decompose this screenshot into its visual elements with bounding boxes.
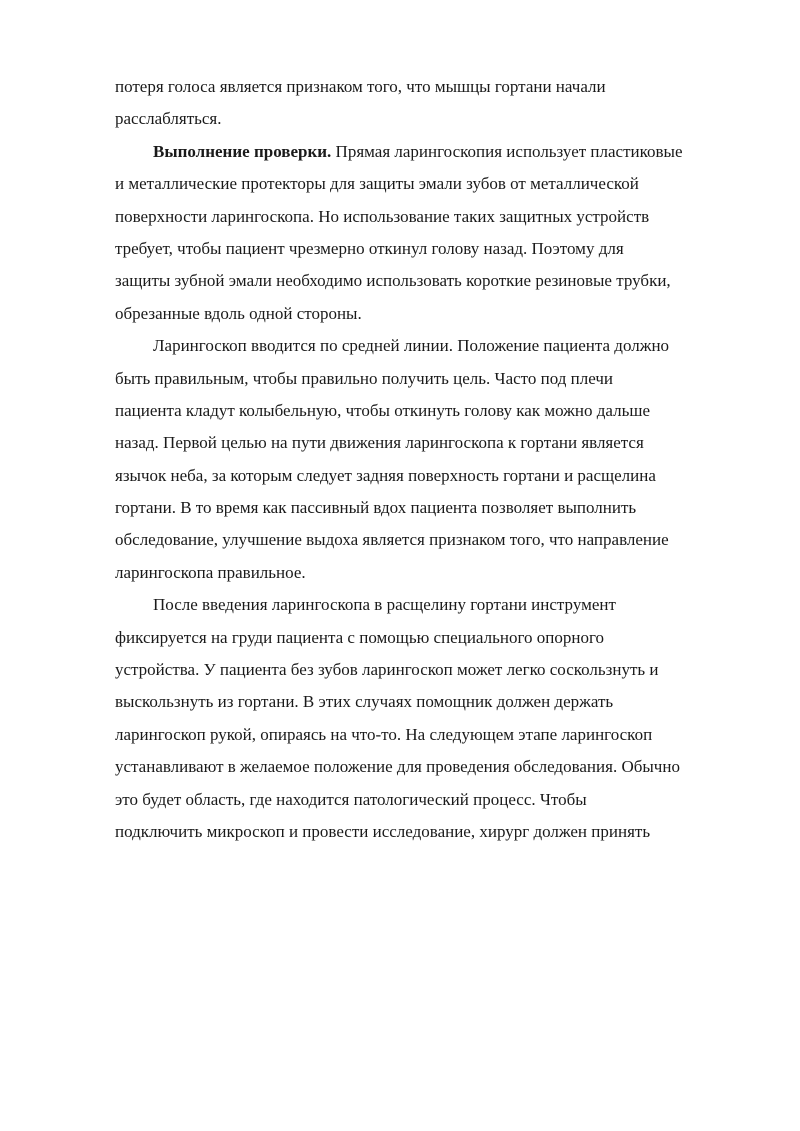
text-line: это будет область, где находится патологический процесс. Чтобы <box>115 789 587 809</box>
text-line: язычок неба, за которым следует задняя поверхность гортани и расщелина <box>115 465 656 485</box>
paragraph-3 <box>115 330 745 589</box>
text-line: требует, чтобы пациент чрезмерно откинул голову назад. Поэтому для <box>115 238 624 258</box>
text-line: пациента кладут колыбельную, чтобы откинуть голову как можно дальше <box>115 400 650 420</box>
text-line: устанавливают в желаемое положение для проведения обследования. Обычно <box>115 757 680 777</box>
text-line: и металлические протекторы для защиты эмали зубов от металлической <box>115 174 639 194</box>
paragraph-1 <box>115 71 745 136</box>
text-line: После введения ларингоскопа в расщелину гортани инструмент <box>153 595 616 615</box>
text-line: расслабляться. <box>115 109 222 129</box>
text-line: обрезанные вдоль одной стороны. <box>115 303 362 323</box>
paragraph-2 <box>115 136 745 330</box>
text-line: фиксируется на груди пациента с помощью специального опорного <box>115 627 604 647</box>
text-line: ларингоскоп рукой, опираясь на что-то. На следующем этапе ларингоскоп <box>115 724 653 744</box>
text-line: выскользнуть из гортани. В этих случаях помощник должен держать <box>115 692 614 712</box>
paragraph-4 <box>115 589 745 848</box>
text-line: обследование, улучшение выдоха является признаком того, что направление <box>115 530 669 550</box>
text-line: потеря голоса является признаком того, что мышцы гортани начали <box>115 77 606 96</box>
text-line: быть правильным, чтобы правильно получить цель. Часто под плечи <box>115 368 613 388</box>
text-line: Ларингоскоп вводится по средней линии. Положение пациента должно <box>153 336 670 356</box>
section-lead-heading: Выполнение проверки. <box>153 141 332 161</box>
text-line: гортани. В то время как пассивный вдох пациента позволяет выполнить <box>115 498 637 518</box>
text-line: назад. Первой целью на пути движения ларингоскопа к гортани является <box>115 433 644 453</box>
text-segment: Прямая ларингоскопия использует пластиковые <box>331 141 683 161</box>
paragraph-2-first-line <box>115 136 745 168</box>
text-line: устройства. У пациента без зубов ларингоскоп может легко соскользнуть и <box>115 660 659 680</box>
document-body <box>115 71 745 848</box>
text-line: подключить микроскоп и провести исследование, хирург должен принять <box>115 821 651 841</box>
text-line: ларингоскопа правильное. <box>115 562 306 582</box>
text-line: защиты зубной эмали необходимо использовать короткие резиновые трубки, <box>115 271 671 291</box>
text-line: поверхности ларингоскопа. Но использование таких защитных устройств <box>115 206 650 226</box>
